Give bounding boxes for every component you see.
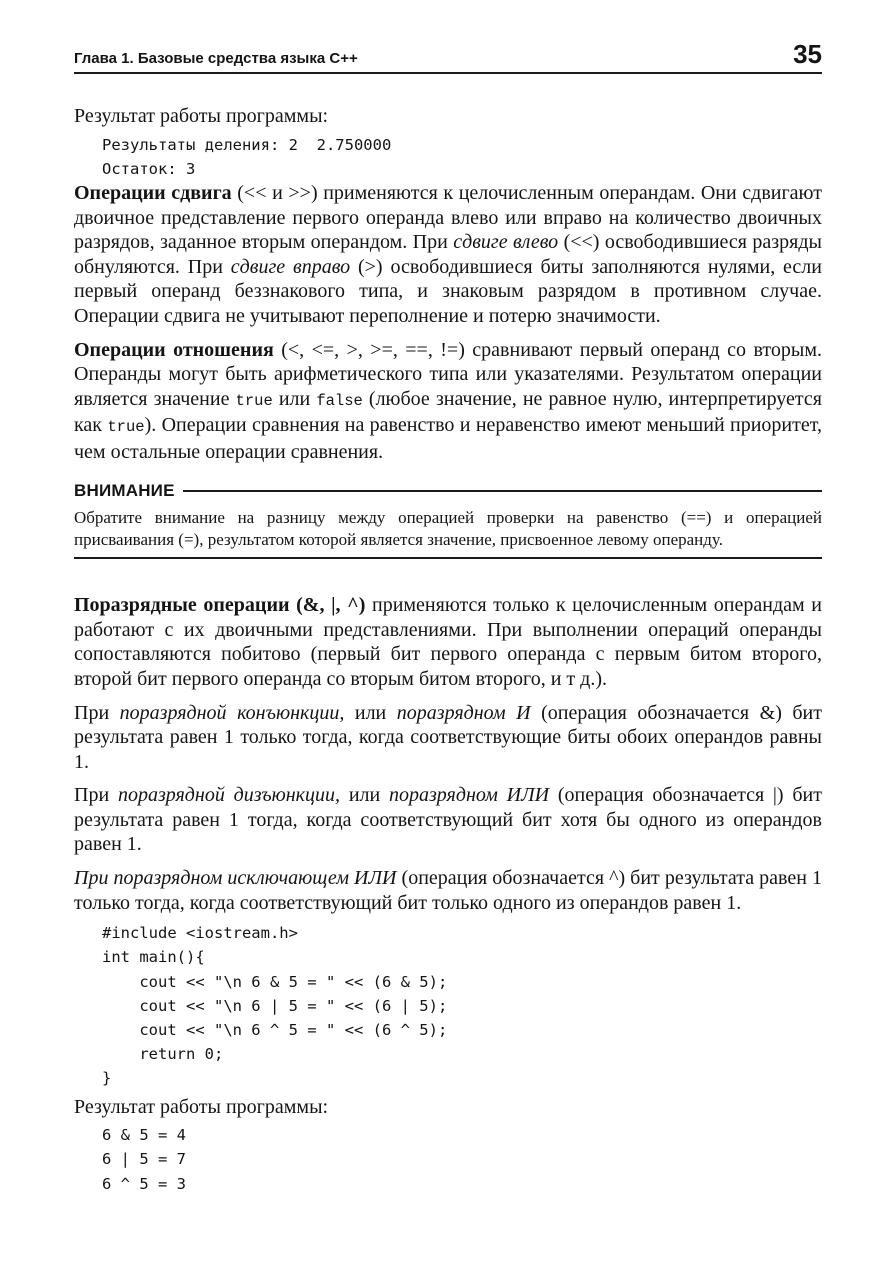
running-header [74,36,822,74]
term-bitwise: Поразрядные операции [74,594,290,617]
keyword-false: false [316,391,363,410]
note-rule [183,490,822,492]
term-left-shift: сдвиге влево [453,231,559,254]
and-paragraph: При поразрядной конъюнкции, или поразрядном И (операция обозначается &) бит результата равен 1 только тогда, когда соответствующие биты обоих операндов равны 1. [74,701,822,773]
chapter-title: Глава 1. Базовые средства языка C++ [74,50,358,67]
code-line: cout << "\n 6 ^ 5 = " << (6 ^ 5); [102,1021,448,1040]
code-listing [74,921,822,1090]
code-line: #include <iostream.h> [102,924,298,943]
shift-paragraph: Операции сдвига (<< и >>) применяются к целочисленным операндам. Они сдвигают двоичное представление первого операнда влево или вправо на количество двоичных разрядов, заданное вторым операндом. При сдвиге влево (<<) освободившиеся разряды обнуляются. При сдвиге вправо (>) освободившиеся биты заполняются нулями, если первый операнд беззнакового типа, и знаковым разрядом в противном случае. Операции сдвига не учитывают переполнение и потерю значимости. [74,182,822,327]
program-output-line: Результаты деления: 2 2.750000 [102,135,392,154]
code-line: cout << "\n 6 | 5 = " << (6 | 5); [102,996,448,1015]
keyword-true: true [235,391,273,410]
program-output-line: 6 ^ 5 = 3 [102,1174,186,1193]
program-output-line: 6 & 5 = 4 [102,1126,186,1145]
code-line: } [102,1069,112,1088]
or-paragraph: При поразрядной дизъюнкции, или поразрядном ИЛИ (операция обозначается |) бит результата равен 1 тогда, когда соответствующий бит хотя бы одного из операндов равен 1. [74,784,823,856]
term-right-shift: сдвиге вправо [230,255,351,278]
program-output-line: 6 | 5 = 7 [102,1150,186,1169]
page-number: 35 [793,39,822,69]
xor-paragraph: При поразрядном исключающем ИЛИ (операция обозначается ^) бит результата равен 1 только тогда, когда соответствующий бит только одного из операндов равен 1. [74,867,823,914]
code-line: cout << "\n 6 & 5 = " << (6 & 5); [102,972,448,991]
program-output-line: Остаток: 3 [102,159,196,178]
page-body [74,104,822,1196]
attention-note [74,479,822,560]
code-line: return 0; [102,1045,224,1064]
result-label: Результат работы программы: [74,105,329,127]
relation-paragraph: Операции отношения (<, <=, >, >=, ==, !=) сравнивают первый операнд со вторым. Операнды могут быть арифметического типа или указателями. Результатом операции является значение true или false (любое значение, не равное нулю, интерпретируется как true). Операции сравнения на равенство и неравенство имеют меньший приоритет, чем остальные операции сравнения. [74,338,822,463]
code-line: int main(){ [102,948,205,967]
note-title: ВНИМАНИЕ [74,480,175,500]
bitwise-paragraph: Поразрядные операции (&, |, ^) применяются только к целочисленным операндам и работают с их двоичными представлениями. При выполнении операций операнды сопоставляются побитово (первый бит первого операнда с первым битом второго, второй бит первого операнда со вторым битом второго, и т д.). [74,594,822,690]
result-label: Результат работы программы: [74,1095,329,1118]
term-shift: Операции сдвига [74,182,232,204]
keyword-true: true [107,418,145,437]
note-text: Обратите внимание на разницу между операцией проверки на равенство (==) и операцией присваивания (=), результатом которой является значение, присвоенное левому операнду. [74,508,822,550]
term-relation: Операции отношения [74,338,274,361]
